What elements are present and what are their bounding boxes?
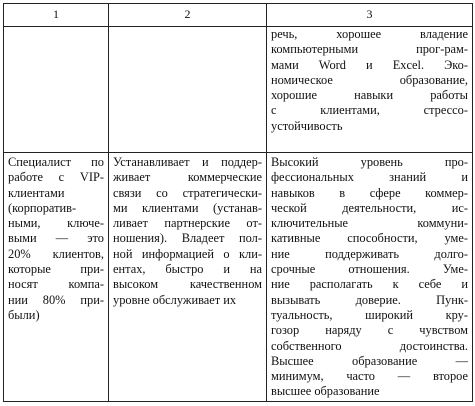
cell-text-line: Специалист по (8, 155, 104, 169)
job-requirements-table (3, 3, 473, 402)
cell-text-line: Устанавливает и поддер- (113, 155, 262, 169)
cell-text-line: фессиональных знаний и (271, 170, 468, 185)
cell-text-line: речь, хорошее владение (271, 27, 468, 41)
cell-text-line: устойчивость (271, 118, 343, 133)
cell-text-line: вызывать доверие. Пунк- (271, 292, 468, 307)
cell-text-line: ческой деятельности, ис- (271, 200, 468, 215)
position-cell (4, 153, 109, 402)
cell-text-line: которые при- (8, 262, 104, 277)
cell-text-line: живает коммерческие (113, 170, 262, 185)
continuation-cell-duties (109, 27, 267, 153)
cell-text-line: работе с VIP- (8, 170, 104, 185)
cell-text-line: ношения). Владеет пол- (113, 231, 262, 246)
cell-text-line: ние располагать к себе и (271, 277, 468, 292)
continuation-cell-requirements (267, 27, 473, 153)
cell-text-line: туальность, широкий кру- (271, 307, 468, 322)
cell-text-line: Высокий уровень про- (271, 155, 468, 169)
cell-text-line: были) (8, 307, 40, 322)
requirements-cell (267, 153, 473, 402)
cell-text-line: выми — это (8, 231, 104, 246)
cell-text-line: ной информацией о кли- (113, 246, 262, 261)
cell-text-line: ние поддерживать долго- (271, 246, 468, 261)
cell-text-line: кативные способности, уме- (271, 231, 468, 246)
cell-text-line: высшее образование (271, 384, 380, 399)
cell-text-line: компьютерными прог-рам- (271, 42, 468, 57)
cell-text-line: гозор наряду с чувством (271, 323, 468, 338)
column-header-3: 3 (267, 4, 473, 27)
column-header-2: 2 (109, 4, 267, 27)
cell-text-line: носят компа- (8, 277, 104, 292)
cell-text-line: уровне обслуживает их (113, 292, 237, 307)
continuation-cell-position (4, 27, 109, 153)
cell-text-line: срочные отношения. Уме- (271, 262, 468, 277)
cell-text-line: 20% клиентов, (8, 246, 104, 261)
cell-text-line: ентах, быстро и на (113, 262, 262, 277)
cell-text-line: ливает партнерские от- (113, 216, 262, 231)
column-header-1: 1 (4, 4, 109, 27)
cell-text-line: ными, ключе- (8, 216, 104, 231)
cell-text-line: Высшее образование — (271, 353, 468, 368)
cell-text-line: номическое образование, (271, 72, 468, 87)
cell-text-line: нии 80% при- (8, 292, 104, 307)
table-row-vip-specialist (4, 153, 473, 402)
cell-text-line: навыков в сфере коммер- (271, 185, 468, 200)
cell-text-line: с клиентами, стрессо- (271, 103, 468, 118)
cell-text-line: мами Word и Excel. Эко- (271, 57, 468, 72)
cell-text-line: клиентами (8, 185, 65, 200)
cell-text-line: хорошие навыки работы (271, 88, 468, 103)
cell-text-line: собственного достоинства. (271, 338, 468, 353)
cell-text-line: минимум, часто — второе (271, 369, 468, 384)
cell-text-line: (корпоратив- (8, 200, 77, 215)
table-row-continuation (4, 27, 473, 153)
duties-cell (109, 153, 267, 402)
cell-text-line: ключительные коммуни- (271, 216, 468, 231)
cell-text-line: высоком качественном (113, 277, 262, 292)
cell-text-line: ми клиентами (устанав- (113, 200, 262, 215)
table-header-row (4, 4, 473, 27)
cell-text-line: связи со стратегически- (113, 185, 262, 200)
